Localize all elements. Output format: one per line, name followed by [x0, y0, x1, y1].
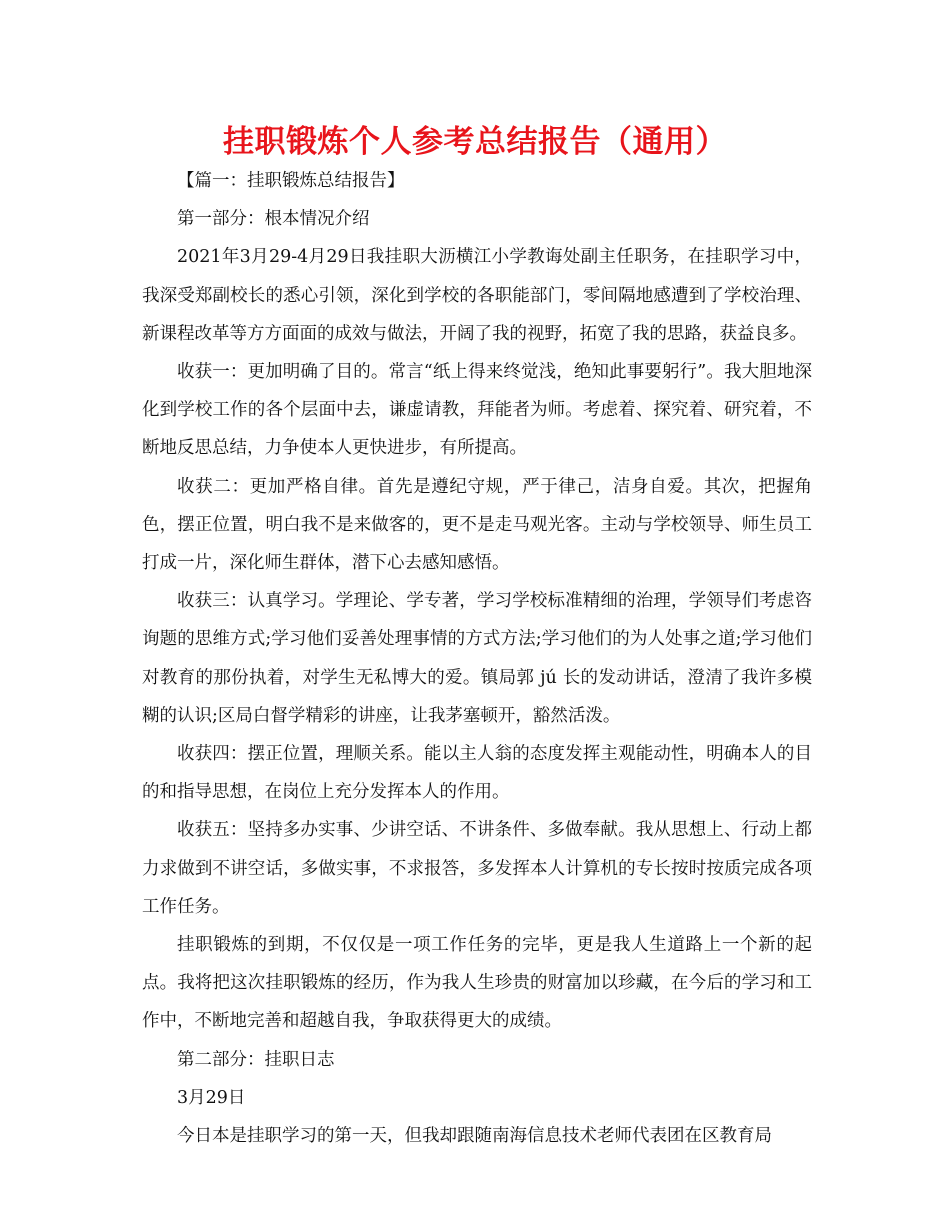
paragraph: 挂职锻炼的到期，不仅仅是一项工作任务的完毕，更是我人生道路上一个新的起点。我将把这次挂职锻炼的经历，作为我人生珍贵的财富加以珍藏，在今后的学习和工作中，不断地完善和超越自我，争取获得更大的成绩。 — [142, 935, 812, 1032]
paragraph: 收获四：摆正位置，理顺关系。能以主人翁的态度发挥主观能动性，明确本人的目的和指导思想，在岗位上充分发挥本人的作用。 — [142, 744, 812, 803]
paragraph: 今日本是挂职学习的第一天，但我却跟随南海信息技术老师代表团在区教育局 — [177, 1126, 772, 1147]
paragraph: 收获一：更加明确了目的。常言“纸上得来终觉浅，绝知此事要躬行”。我大胆地深化到学校工作的各个层面中去，谦虚请教，拜能者为师。考虑着、探究着、研究着，不断地反思总结，力争使本人更快进步，有所提高。 — [142, 362, 812, 459]
paragraph: 2021年3月29-4月29日我挂职大沥横江小学教诲处副主任职务，在挂职学习中，我深受郑副校长的悉心引领，深化到学校的各职能部门，零间隔地感遭到了学校治理、新课程改革等方方面面的成效与做法，开阔了我的视野，拓宽了我的思路，获益良多。 — [142, 247, 812, 344]
part-heading: 第一部分：根本情况介绍 — [177, 209, 370, 230]
date-heading: 3月29日 — [177, 1087, 246, 1108]
part-heading: 第二部分：挂职日志 — [177, 1049, 335, 1070]
document-title: 挂职锻炼个人参考总结报告（通用） — [223, 124, 727, 160]
paragraph: 收获五：坚持多办实事、少讲空话、不讲条件、多做奉献。我从思想上、行动上都力求做到不讲空话，多做实事，不求报答，多发挥本人计算机的专长按时按质完成各项工作任务。 — [142, 820, 812, 917]
paragraph: 收获二：更加严格自律。首先是遵纪守规，严于律己，洁身自爱。其次，把握角色，摆正位置，明白我不是来做客的，更不是走马观光客。主动与学校领导、师生员工打成一片，深化师生群体，潜下心去感知感悟。 — [142, 476, 812, 574]
paragraph: 收获三：认真学习。学理论、学专著，学习学校标准精细的治理，学领导们考虑咨询题的思维方式;学习他们妥善处理事情的方式方法;学习他们的为人处事之道;学习他们对教育的那份执着，对学生无私博大的爱。镇局郭 jú 长的发动讲话，澄清了我许多模糊的认识;区局白督学精彩的讲座，让我茅塞顿开，豁然活泼。 — [142, 591, 812, 726]
document-body — [142, 162, 812, 1155]
section-heading: 【篇一：挂职锻炼总结报告】 — [177, 171, 405, 191]
